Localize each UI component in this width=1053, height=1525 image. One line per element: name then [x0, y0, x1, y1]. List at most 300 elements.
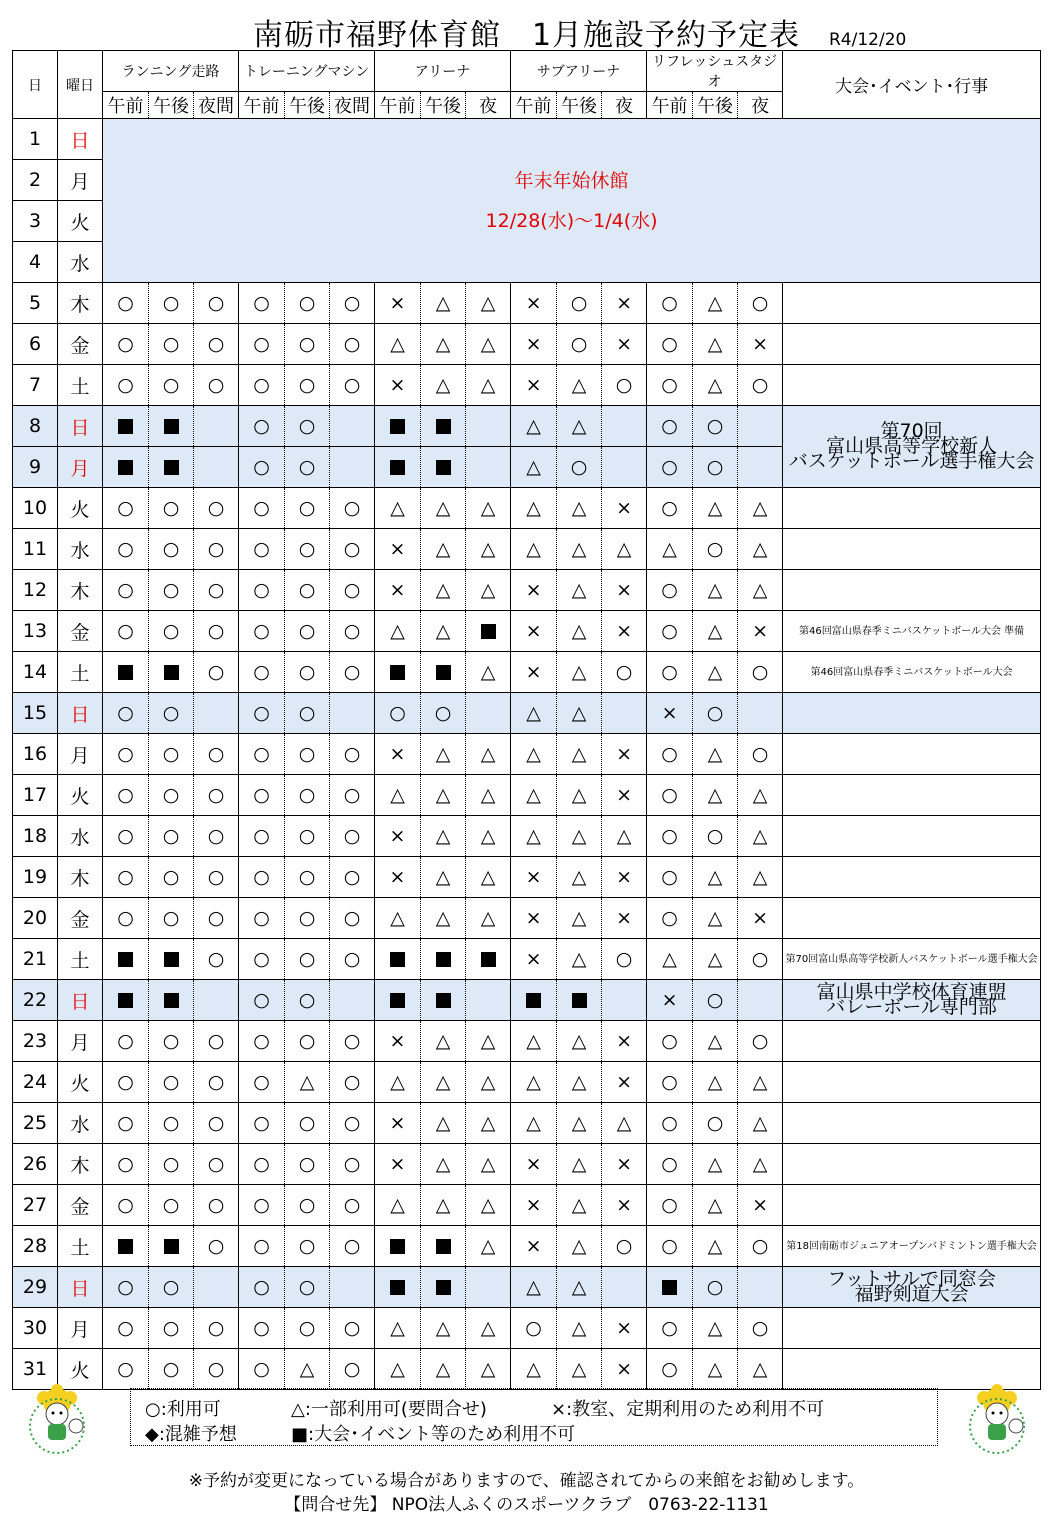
slot-status: ○: [285, 283, 330, 324]
slot-status: ○: [194, 365, 239, 406]
slot-status: △: [557, 775, 602, 816]
weekday: 木: [58, 570, 103, 611]
slot-status: △: [466, 283, 511, 324]
slot-event: [647, 1267, 693, 1308]
slot-status: ○: [647, 611, 693, 652]
slot-status: ○: [285, 1021, 330, 1062]
slot-status: ○: [738, 734, 783, 775]
slot-status: ×: [602, 1349, 647, 1390]
slot-status: ○: [285, 1103, 330, 1144]
slot-event: [149, 1226, 194, 1267]
slot-status: ○: [647, 406, 693, 447]
slot-event: [375, 447, 421, 488]
notice-text: ※予約が変更になっている場合がありますので、確認されてからの来館をお勧めします。: [188, 1471, 865, 1491]
slot-status: △: [421, 1021, 466, 1062]
slot-status: ○: [194, 324, 239, 365]
slot-status: ○: [239, 1349, 285, 1390]
slot-status: ○: [149, 324, 194, 365]
weekday: 月: [58, 160, 103, 201]
slot-status: ○: [103, 611, 149, 652]
slot-status: ○: [285, 857, 330, 898]
slot-closed: [466, 1267, 511, 1308]
slot-event: [103, 447, 149, 488]
slot-status: △: [557, 734, 602, 775]
day-row: [13, 693, 1041, 734]
slot-status: ×: [602, 898, 647, 939]
day-number: 26: [13, 1144, 58, 1185]
slot-status: △: [693, 611, 738, 652]
slot-status: △: [693, 1226, 738, 1267]
event-square-icon: [390, 1239, 405, 1254]
slot-status: △: [693, 570, 738, 611]
slot-status: ○: [330, 1185, 375, 1226]
event-square-icon: [118, 419, 133, 434]
slot-status: ○: [149, 816, 194, 857]
slot-status: ○: [103, 693, 149, 734]
slot-status: ○: [239, 570, 285, 611]
event-cell: [783, 734, 1041, 775]
slot-status: △: [693, 1185, 738, 1226]
slot-status: ○: [239, 939, 285, 980]
weekday: 金: [58, 611, 103, 652]
slot-status: △: [466, 816, 511, 857]
day-row: [13, 1308, 1041, 1349]
event-cell: [783, 283, 1041, 324]
day-number: 11: [13, 529, 58, 570]
slot-status: ×: [511, 652, 557, 693]
event-square-icon: [118, 460, 133, 475]
slot-status: ○: [647, 1349, 693, 1390]
slot-status: △: [557, 1103, 602, 1144]
slot-status: ○: [647, 447, 693, 488]
slot-status: ○: [103, 857, 149, 898]
weekday: 月: [58, 734, 103, 775]
slot-status: △: [738, 1062, 783, 1103]
slot-status: △: [466, 1349, 511, 1390]
slot-status: ○: [103, 1103, 149, 1144]
event-square-icon: [164, 665, 179, 680]
slot-status: ○: [693, 447, 738, 488]
slot-event: [557, 980, 602, 1021]
slot-event: [103, 406, 149, 447]
slot-status: ○: [693, 980, 738, 1021]
slot-closed: [602, 693, 647, 734]
weekday: 日: [58, 693, 103, 734]
event-square-icon: [390, 952, 405, 967]
day-row: [13, 939, 1041, 980]
slot-status: △: [421, 1185, 466, 1226]
closure-notice: [103, 119, 1041, 283]
slot-status: ○: [194, 1308, 239, 1349]
slot-status: ×: [375, 816, 421, 857]
slot-status: ○: [330, 283, 375, 324]
slot-status: ○: [602, 939, 647, 980]
slot-status: ○: [285, 611, 330, 652]
slot-status: ○: [330, 652, 375, 693]
weekday: 土: [58, 1226, 103, 1267]
slot-status: ×: [602, 611, 647, 652]
slot-closed: [738, 980, 783, 1021]
day-row: [13, 1226, 1041, 1267]
slot-status: ○: [103, 1185, 149, 1226]
event-square-icon: [662, 1280, 677, 1295]
slot-status: △: [602, 529, 647, 570]
weekday: 土: [58, 365, 103, 406]
slot-status: ×: [602, 775, 647, 816]
slot-status: △: [738, 488, 783, 529]
slot-status: ○: [239, 1103, 285, 1144]
slot-status: ○: [239, 693, 285, 734]
slot-status: ×: [511, 570, 557, 611]
slot-status: ○: [149, 1185, 194, 1226]
legend-event: ■:大会･イベント等のため利用不可: [291, 1424, 576, 1445]
header-slot: 午前: [375, 92, 421, 119]
day-number: 17: [13, 775, 58, 816]
slot-status: ○: [647, 652, 693, 693]
day-row: [13, 1349, 1041, 1390]
slot-event: [375, 980, 421, 1021]
slot-status: ○: [149, 283, 194, 324]
slot-status: △: [602, 816, 647, 857]
slot-status: ×: [511, 324, 557, 365]
slot-status: △: [375, 898, 421, 939]
slot-status: △: [602, 1103, 647, 1144]
event-square-icon: [526, 993, 541, 1008]
slot-status: ○: [149, 775, 194, 816]
slot-status: △: [557, 652, 602, 693]
slot-status: △: [511, 529, 557, 570]
day-row: [13, 324, 1041, 365]
day-row: [13, 365, 1041, 406]
slot-event: [375, 652, 421, 693]
slot-status: ○: [330, 1308, 375, 1349]
slot-status: ○: [149, 1349, 194, 1390]
slot-closed: [466, 406, 511, 447]
header-slot: 午前: [511, 92, 557, 119]
slot-status: △: [557, 1062, 602, 1103]
slot-status: ○: [647, 898, 693, 939]
slot-status: △: [557, 857, 602, 898]
slot-status: △: [693, 283, 738, 324]
slot-status: ○: [149, 898, 194, 939]
closure-title: 年末年始休館: [514, 169, 629, 192]
slot-status: ○: [149, 1103, 194, 1144]
slot-status: ○: [330, 857, 375, 898]
slot-status: ×: [511, 857, 557, 898]
slot-status: ○: [330, 365, 375, 406]
day-row: [13, 1062, 1041, 1103]
slot-event: [375, 406, 421, 447]
slot-status: ○: [194, 1062, 239, 1103]
slot-status: △: [511, 1062, 557, 1103]
slot-status: ○: [511, 1308, 557, 1349]
weekday: 木: [58, 857, 103, 898]
day-number: 3: [13, 201, 58, 242]
slot-status: △: [285, 1062, 330, 1103]
slot-status: △: [693, 1308, 738, 1349]
slot-status: ○: [194, 939, 239, 980]
header-slot: 夜間: [330, 92, 375, 119]
weekday: 水: [58, 242, 103, 283]
slot-status: △: [557, 1226, 602, 1267]
slot-status: ○: [239, 898, 285, 939]
issue-date: R4/12/20: [829, 30, 907, 50]
slot-status: △: [466, 775, 511, 816]
day-row: [13, 734, 1041, 775]
slot-status: △: [738, 857, 783, 898]
slot-status: △: [511, 1021, 557, 1062]
slot-status: ○: [738, 1021, 783, 1062]
slot-status: ×: [511, 1144, 557, 1185]
slot-status: ○: [149, 488, 194, 529]
slot-status: △: [557, 611, 602, 652]
slot-status: ○: [149, 693, 194, 734]
day-number: 8: [13, 406, 58, 447]
slot-status: ○: [285, 529, 330, 570]
day-row: [13, 611, 1041, 652]
contact-text: 【問合せ先】 NPO法人ふくのスポーツクラブ 0763-22-1131: [284, 1495, 769, 1515]
slot-status: △: [693, 857, 738, 898]
slot-status: ○: [330, 529, 375, 570]
slot-status: ○: [239, 1144, 285, 1185]
slot-status: △: [693, 1144, 738, 1185]
slot-status: ×: [602, 1308, 647, 1349]
slot-status: ○: [194, 283, 239, 324]
slot-status: △: [466, 365, 511, 406]
slot-closed: [194, 447, 239, 488]
slot-status: ○: [194, 1103, 239, 1144]
weekday: 火: [58, 775, 103, 816]
slot-status: △: [738, 570, 783, 611]
event-cell: [783, 570, 1041, 611]
slot-status: ○: [647, 1103, 693, 1144]
slot-status: △: [511, 447, 557, 488]
slot-status: ○: [194, 734, 239, 775]
slot-status: ○: [285, 775, 330, 816]
slot-status: △: [557, 1144, 602, 1185]
page-title: 南砺市福野体育館 1月施設予約予定表: [252, 18, 801, 53]
slot-status: ○: [103, 1267, 149, 1308]
slot-status: ○: [239, 775, 285, 816]
weekday: 土: [58, 939, 103, 980]
legend-unavailable: ×:教室、定期利用のため利用不可: [551, 1399, 825, 1420]
slot-status: ○: [330, 1062, 375, 1103]
day-row: [13, 406, 1041, 447]
slot-status: △: [421, 1144, 466, 1185]
slot-status: △: [466, 570, 511, 611]
slot-status: △: [738, 775, 783, 816]
slot-status: ×: [602, 324, 647, 365]
slot-status: △: [375, 775, 421, 816]
slot-status: ×: [511, 939, 557, 980]
slot-status: ○: [194, 1349, 239, 1390]
event-cell: [783, 324, 1041, 365]
slot-closed: [602, 447, 647, 488]
slot-status: ○: [239, 652, 285, 693]
slot-status: ○: [647, 1021, 693, 1062]
day-number: 7: [13, 365, 58, 406]
event-square-icon: [164, 952, 179, 967]
slot-status: ×: [375, 734, 421, 775]
slot-status: △: [421, 1062, 466, 1103]
slot-status: △: [466, 734, 511, 775]
legend-partial: △:一部利用可(要問合せ): [291, 1399, 487, 1420]
weekday: 金: [58, 1185, 103, 1226]
slot-status: ○: [239, 1185, 285, 1226]
slot-status: △: [647, 529, 693, 570]
slot-status: △: [738, 1144, 783, 1185]
slot-status: ○: [285, 406, 330, 447]
slot-status: ○: [330, 734, 375, 775]
slot-closed: [738, 447, 783, 488]
day-number: 28: [13, 1226, 58, 1267]
slot-status: △: [421, 816, 466, 857]
day-number: 10: [13, 488, 58, 529]
slot-status: △: [511, 488, 557, 529]
header-facility-4: リフレッシュスタジオ: [647, 51, 783, 92]
slot-status: ○: [285, 980, 330, 1021]
day-number: 29: [13, 1267, 58, 1308]
slot-status: ○: [103, 1144, 149, 1185]
header-facility-2: アリーナ: [375, 51, 511, 92]
event-square-icon: [390, 1280, 405, 1295]
slot-status: △: [557, 570, 602, 611]
slot-status: ○: [330, 324, 375, 365]
slot-closed: [738, 406, 783, 447]
legend-crowded: ◆:混雑予想: [145, 1424, 237, 1445]
day-row: [13, 652, 1041, 693]
slot-status: ○: [239, 1226, 285, 1267]
slot-status: △: [647, 939, 693, 980]
slot-status: ○: [239, 1308, 285, 1349]
day-row: [13, 816, 1041, 857]
weekday: 月: [58, 1021, 103, 1062]
slot-status: ○: [647, 324, 693, 365]
slot-status: ×: [375, 570, 421, 611]
slot-status: ○: [647, 775, 693, 816]
event-square-icon: [118, 665, 133, 680]
slot-status: ○: [149, 1144, 194, 1185]
day-row: [13, 488, 1041, 529]
event-cell: [783, 857, 1041, 898]
day-row: [13, 570, 1041, 611]
slot-event: [149, 652, 194, 693]
slot-status: ○: [239, 283, 285, 324]
slot-status: ○: [557, 447, 602, 488]
slot-event: [103, 980, 149, 1021]
slot-status: △: [738, 529, 783, 570]
slot-status: ○: [239, 611, 285, 652]
slot-status: ○: [194, 570, 239, 611]
weekday: 月: [58, 447, 103, 488]
slot-status: △: [511, 693, 557, 734]
weekday: 日: [58, 406, 103, 447]
slot-status: △: [693, 324, 738, 365]
header-slot: 午後: [693, 92, 738, 119]
slot-event: [149, 980, 194, 1021]
slot-status: ○: [103, 775, 149, 816]
event-square-icon: [436, 952, 451, 967]
slot-status: △: [738, 816, 783, 857]
slot-status: △: [693, 775, 738, 816]
slot-status: ○: [647, 365, 693, 406]
slot-status: ○: [647, 488, 693, 529]
slot-status: ○: [330, 1021, 375, 1062]
slot-event: [375, 939, 421, 980]
header-slot: 午後: [557, 92, 602, 119]
slot-status: ○: [149, 1062, 194, 1103]
slot-status: ○: [103, 324, 149, 365]
slot-status: △: [421, 283, 466, 324]
slot-event: [375, 1267, 421, 1308]
slot-status: ○: [557, 283, 602, 324]
slot-status: △: [738, 1103, 783, 1144]
slot-status: △: [375, 488, 421, 529]
slot-closed: [466, 447, 511, 488]
slot-status: ○: [194, 816, 239, 857]
slot-status: △: [375, 1062, 421, 1103]
weekday: 水: [58, 1103, 103, 1144]
day-row: [13, 980, 1041, 1021]
slot-status: ×: [375, 1103, 421, 1144]
slot-event: [421, 1226, 466, 1267]
event-cell: [783, 816, 1041, 857]
day-number: 22: [13, 980, 58, 1021]
day-number: 2: [13, 160, 58, 201]
slot-status: △: [693, 652, 738, 693]
slot-status: △: [421, 365, 466, 406]
day-row: [13, 529, 1041, 570]
slot-status: ○: [194, 898, 239, 939]
event-square-icon: [164, 993, 179, 1008]
slot-status: ○: [149, 365, 194, 406]
slot-status: ○: [738, 1308, 783, 1349]
slot-status: △: [511, 1349, 557, 1390]
slot-status: △: [557, 365, 602, 406]
mascot-logo-right: [962, 1384, 1032, 1454]
legend-available: ○:利用可: [145, 1399, 221, 1420]
slot-event: [511, 980, 557, 1021]
slot-status: △: [421, 488, 466, 529]
slot-status: △: [557, 406, 602, 447]
slot-event: [421, 980, 466, 1021]
slot-status: ○: [330, 898, 375, 939]
slot-status: △: [466, 324, 511, 365]
slot-status: △: [421, 857, 466, 898]
event-square-icon: [572, 993, 587, 1008]
slot-status: △: [511, 1103, 557, 1144]
slot-status: △: [557, 939, 602, 980]
event-cell: [783, 529, 1041, 570]
slot-status: ○: [239, 324, 285, 365]
day-row: [13, 1185, 1041, 1226]
slot-status: △: [693, 1021, 738, 1062]
slot-status: ○: [285, 324, 330, 365]
slot-status: ○: [693, 406, 738, 447]
slot-status: ○: [602, 1226, 647, 1267]
slot-status: ○: [103, 1308, 149, 1349]
slot-closed: [194, 693, 239, 734]
slot-status: △: [375, 1349, 421, 1390]
event-square-icon: [118, 952, 133, 967]
slot-status: ○: [103, 488, 149, 529]
slot-status: ○: [647, 1308, 693, 1349]
slot-event: [421, 652, 466, 693]
slot-closed: [738, 693, 783, 734]
slot-status: ○: [330, 611, 375, 652]
slot-status: ○: [285, 1226, 330, 1267]
slot-status: △: [693, 939, 738, 980]
